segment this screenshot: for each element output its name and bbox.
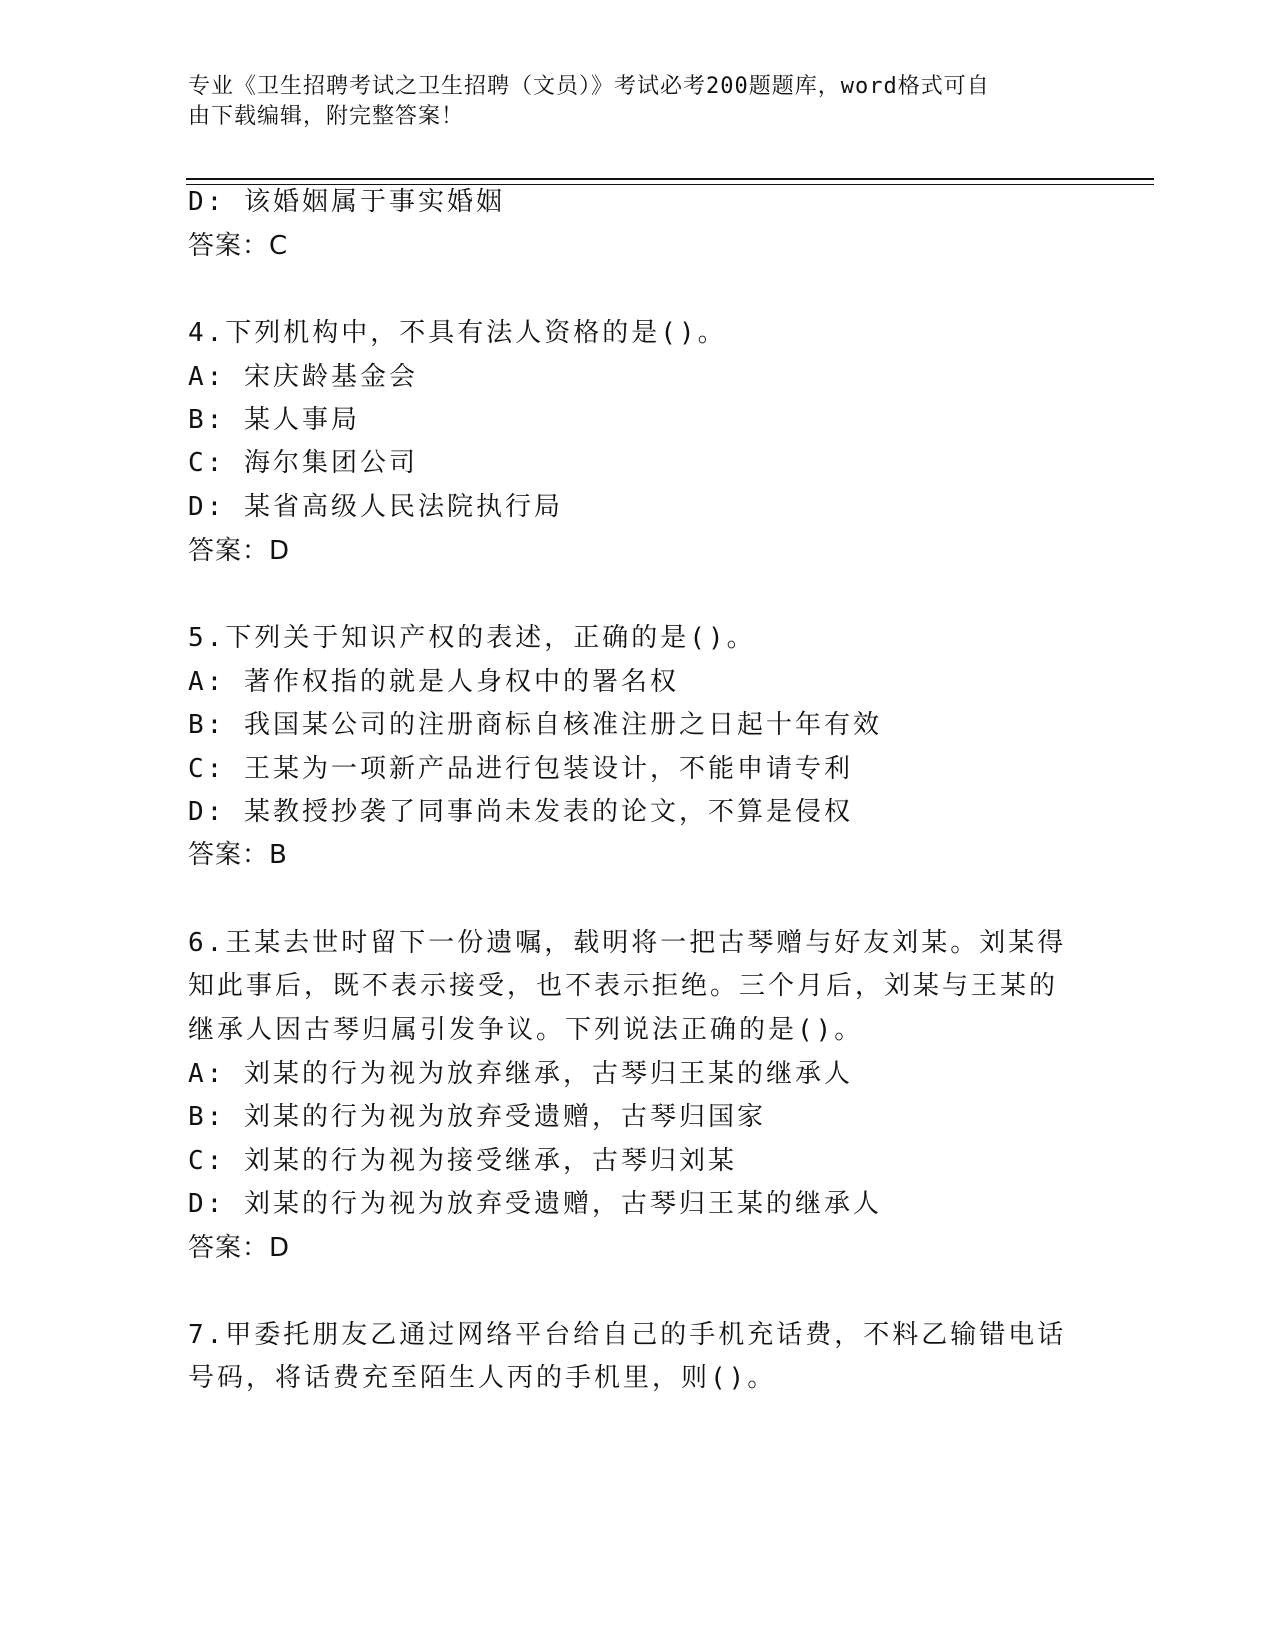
option-b: B: 刘某的行为视为放弃受遗赠，古琴归国家 [188,1102,766,1132]
question-stem-7-line-1: 7.甲委托朋友乙通过网络平台给自己的手机充话费，不料乙输错电话 [188,1320,1067,1350]
answer: 答案：D [188,1233,291,1263]
question-stem-7-line-2: 号码，将话费充至陌生人丙的手机里，则()。 [188,1363,777,1393]
option-c: C: 王某为一项新产品进行包装设计，不能申请专利 [188,754,853,784]
question-stem-4: 4.下列机构中，不具有法人资格的是()。 [188,318,727,348]
option-a: A: 著作权指的就是人身权中的署名权 [188,667,679,697]
header-title-line-1: 专业《卫生招聘考试之卫生招聘（文员）》考试必考200题题库，word格式可自 [188,74,990,99]
option-c: C: 海尔集团公司 [188,448,418,478]
answer: 答案：D [188,536,291,566]
option-a: A: 刘某的行为视为放弃继承，古琴归王某的继承人 [188,1059,853,1089]
option-d: D: 刘某的行为视为放弃受遗赠，古琴归王某的继承人 [188,1189,882,1219]
option-b: B: 某人事局 [188,405,360,435]
option-d: D: 某省高级人民法院执行局 [188,492,563,522]
option-b: B: 我国某公司的注册商标自核准注册之日起十年有效 [188,710,882,740]
header-text [188,72,1068,132]
option-c: C: 刘某的行为视为接受继承，古琴归刘某 [188,1146,737,1176]
option-d: D: 该婚姻属于事实婚姻 [188,187,505,217]
question-stem-6-line-2: 知此事后，既不表示接受，也不表示拒绝。三个月后，刘某与王某的 [188,971,1059,1001]
answer: 答案：B [188,840,288,870]
question-stem-6-line-1: 6.王某去世时留下一份遗嘱，载明将一把古琴赠与好友刘某。刘某得 [188,928,1067,958]
question-stem-6-line-3: 继承人因古琴归属引发争议。下列说法正确的是()。 [188,1015,864,1045]
header-title-line-2: 由下载编辑，附完整答案！ [188,104,465,129]
option-a: A: 宋庆龄基金会 [188,362,418,392]
option-d: D: 某教授抄袭了同事尚未发表的论文，不算是侵权 [188,797,853,827]
answer: 答案：C [188,231,289,261]
question-stem-5: 5.下列关于知识产权的表述，正确的是()。 [188,623,756,653]
